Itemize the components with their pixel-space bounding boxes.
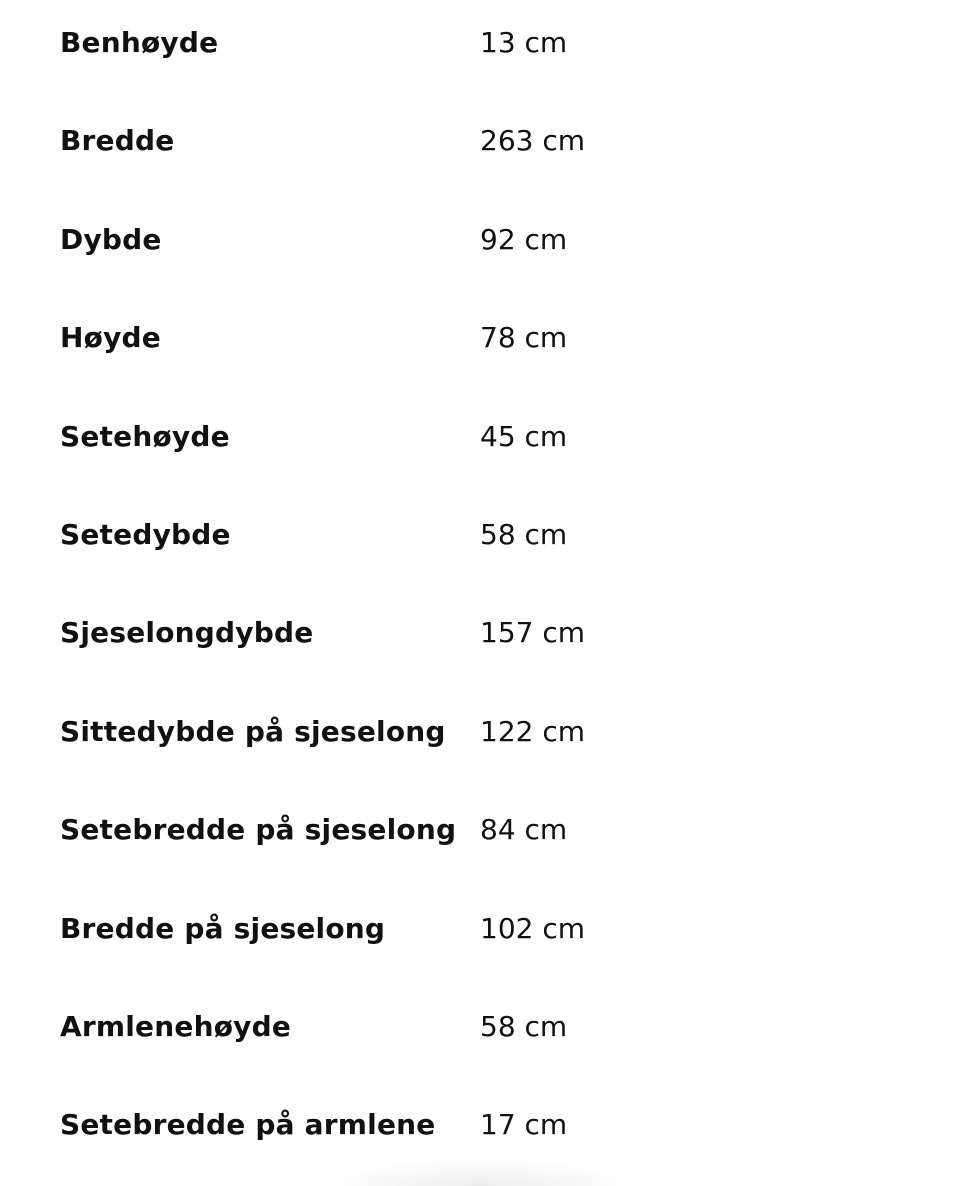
spec-label: Sittedybde på sjeselong [60,714,446,748]
spec-value: 84 cm [480,813,568,847]
spec-label: Bredde [60,124,175,158]
spec-label: Setedybde [60,517,231,551]
spec-value: 263 cm [480,124,586,158]
spec-row-chaise-width [0,886,960,984]
spec-value: 13 cm [480,26,568,59]
spec-label: Setebredde på sjeselong [60,813,457,847]
spec-value: 102 cm [480,911,586,945]
spec-label: Benhøyde [60,26,219,59]
spec-value: 157 cm [480,616,586,650]
spec-row-seat-depth [0,492,960,590]
spec-row-width [0,98,960,196]
spec-label: Sjeselongdybde [60,616,314,650]
spec-value: 17 cm [480,1108,568,1142]
spec-row-chaise-depth [0,590,960,688]
spec-label: Dybde [60,222,162,256]
spec-row-chaise-seat-depth [0,689,960,787]
spec-row-height [0,295,960,393]
spec-row-seat-height [0,394,960,492]
spec-row-depth [0,197,960,295]
spec-label: Setehøyde [60,419,230,453]
spec-value: 78 cm [480,321,568,355]
spec-value: 122 cm [480,714,586,748]
spec-value: 58 cm [480,517,568,551]
spec-label: Armlenehøyde [60,1009,292,1043]
spec-value: 45 cm [480,419,568,453]
spec-label: Bredde på sjeselong [60,911,386,945]
spec-label: Setebredde på armlene [60,1108,436,1142]
spec-row-leg-height [0,0,960,98]
spec-value: 58 cm [480,1009,568,1043]
spec-label: Høyde [60,321,161,355]
spec-value: 92 cm [480,222,568,256]
spec-row-chaise-seat-width [0,787,960,885]
bottom-shadow [330,1158,630,1186]
spec-row-armrest-height [0,984,960,1082]
